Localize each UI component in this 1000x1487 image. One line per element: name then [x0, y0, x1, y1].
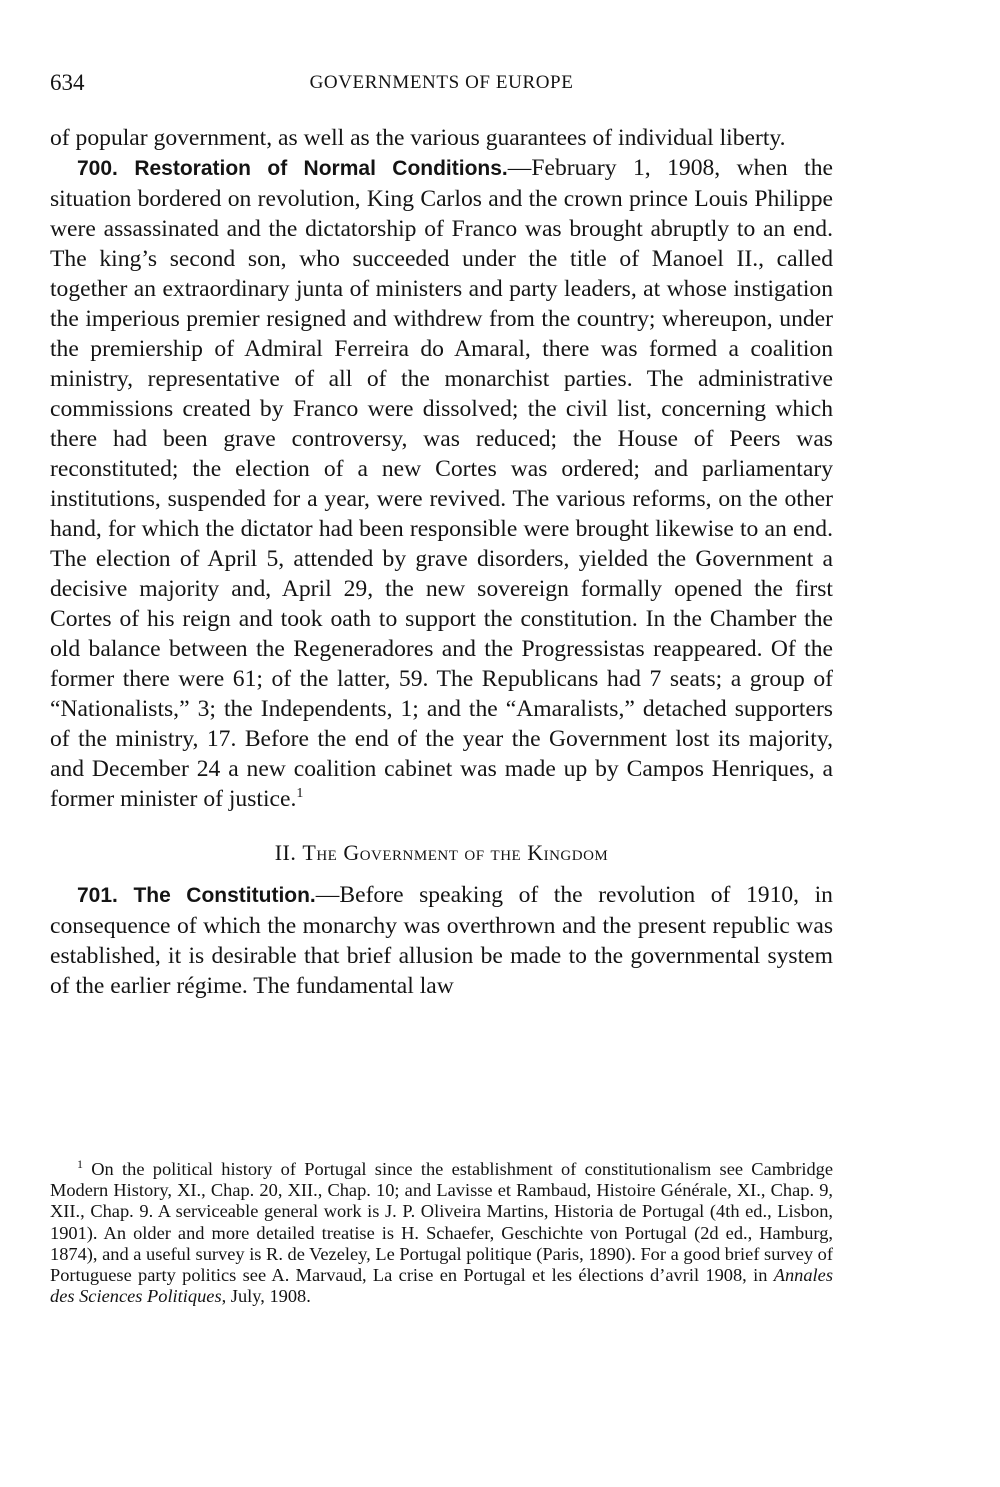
section-title: The Constitution. — [133, 884, 316, 907]
footnote-text: On the political history of Portugal since the establishment of constitutionalism see Cambridge Modern History, XI., Chap. 20, XII., Chap. 10; and Lavisse et Rambaud, Histoire Générale, XI., Chap. 9, XII., Chap. 9. A serviceable general work is J. P. Oliveira Martins, Historia de Portugal (4th ed., Lisbon, 1901). An older and more detailed treatise is H. Schaefer, Geschichte von Portugal (2d ed., Hamburg, 1874), and a useful survey is R. de Vezeley, Le Portugal politique (Paris, 1890). For a good brief survey of Portuguese party politics see A. Marvaud, La crise en Portugal et les élections d’avril 1908, in — [50, 1159, 833, 1286]
footnote-tail: , July, 1908. — [221, 1286, 311, 1307]
subheading-numeral: II. — [274, 840, 297, 865]
body-text — [50, 123, 833, 1001]
section-number: 701. — [77, 884, 118, 907]
subheading — [50, 838, 833, 868]
paragraph-700 — [50, 153, 833, 814]
footnote — [50, 1156, 833, 1307]
paragraph-text: —Before speaking of the revolution of 1910, in consequence of which the monarchy was overthrown and the present republic was established, it is desirable that brief allusion be made to the governmental system of the earlier régime. The fundamental law — [50, 882, 833, 999]
section-title: Restoration of Normal Conditions. — [134, 157, 508, 180]
page-header — [50, 70, 833, 100]
section-number: 700. — [77, 157, 118, 180]
running-title: GOVERNMENTS OF EUROPE — [309, 72, 574, 93]
footnote-reference: 1 — [296, 786, 304, 802]
footnote-marker: 1 — [77, 1156, 83, 1171]
paragraph-text: —February 1, 1908, when the situation bordered on revolution, King Carlos and the crown prince Louis Philippe were assassinated and the dictatorship of Franco was brought abruptly to an end. The king’s second son, who succeeded under the title of Manoel II., called together an extraordinary junta of ministers and party leaders, at whose instigation the imperious premier resigned and withdrew from the country; whereupon, under the premiership of Admiral Ferreira do Amaral, there was formed a coalition ministry, representative of all of the monarchist parties. The administrative commissions created by Franco were dissolved; the civil list, concerning which there had been grave controversy, was reduced; the House of Peers was reconstituted; the election of a new Cortes was ordered; and parliamentary institutions, suspended for a year, were revived. The various reforms, on the other hand, for which the dictator had been responsible were brought likewise to an end. The election of April 5, attended by grave disorders, yielded the Government a decisive majority and, April 29, the new sovereign formally opened the first Cortes of his reign and took oath to support the constitution. In the Chamber the old balance between the Regeneradores and the Progressistas reappeared. Of the former there were 61; of the latter, 59. The Republicans had 7 seats; a group of “Nationalists,” 3; the Independents, 1; and the “Amaralists,” detached supporters of the ministry, 17. Before the end of the year the Government lost its majority, and December 24 a new coalition cabinet was made up by Campos Henriques, a former minister of justice. — [50, 155, 833, 812]
paragraph-continuation: of popular government, as well as the various guarantees of individual liberty. — [50, 125, 786, 151]
footnote-italic-title: Annales des Sciences Politiques — [50, 1265, 833, 1307]
subheading-text: The Government of the Kingdom — [302, 840, 609, 865]
paragraph-701 — [50, 880, 833, 1001]
page-number: 634 — [50, 70, 85, 95]
